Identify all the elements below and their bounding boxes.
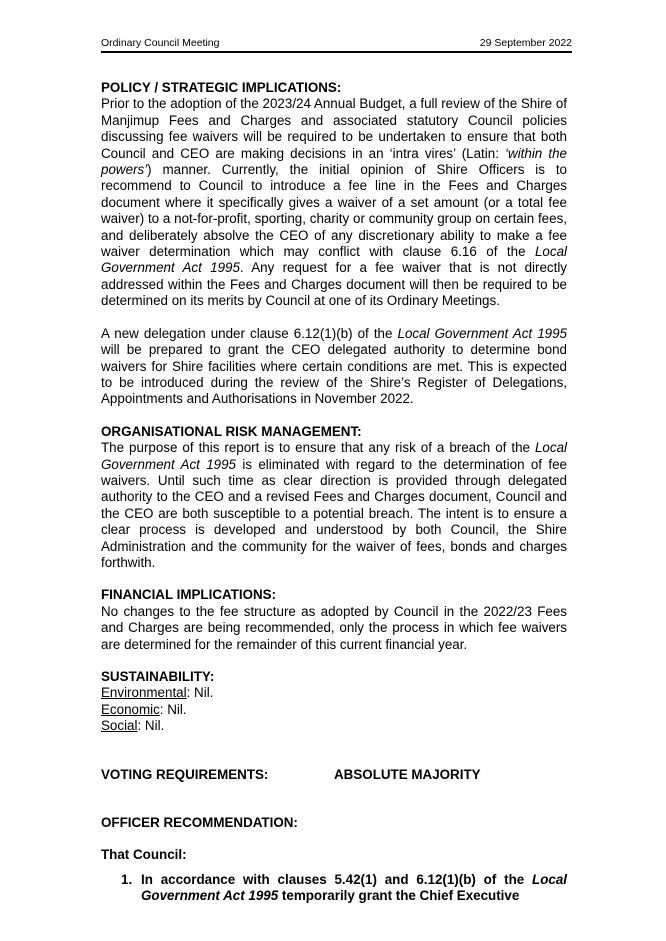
- policy-paragraph-1: Prior to the adoption of the 2023/24 Annual Budget, a full review of the Shire of Manjimup Fees and Charges and associated statutory Council policies discussing fee waivers will be required to be undertaken to ensure that both Council and CEO are making decisions in an ‘intra vires’ (Latin: ‘within the powers’) manner. Currently, the initial opinion of Shire Officers is to recommend to Council to introduce a fee line in the Fees and Charges document where it specifically gives a waiver of a set amount (or a total fee waiver) to a not-for-profit, sporting, charity or community group on certain fees, and deliberately absolve the CEO of any discretionary ability to make a fee waiver determination which may conflict with clause 6.16 of the Local Government Act 1995. Any request for a fee waiver that is not directly addressed within the Fees and Charges document will then be required to be determined on its merits by Council at one of its Ordinary Meetings.: [101, 96, 568, 309]
- voting-value: ABSOLUTE MAJORITY: [334, 766, 481, 782]
- recommendation-item-1: 1. In accordance with clauses 5.42(1) and 6.12(1)(b) of the Local Government Act 1995 temporarily grant the Chief Executive: [121, 871, 567, 904]
- risk-heading: ORGANISATIONAL RISK MANAGEMENT:: [101, 423, 362, 439]
- sustainability-heading: SUSTAINABILITY:: [101, 669, 215, 684]
- risk-paragraph: The purpose of this report is to ensure that any risk of a breach of the Local Government Act 1995 is eliminated with regard to the determination of fee waivers. Until such time as clear direction is provided through delegated authority to the CEO and a revised Fees and Charges document, Council and the CEO are both susceptible to a potential breach. The intent is to ensure a clear process is developed and understood by both Council, the Shire Administration and the community for the waiver of fees, bonds and charges forthwith.: [101, 440, 567, 570]
- policy-heading: POLICY / STRATEGIC IMPLICATIONS:: [101, 80, 342, 95]
- recommendation-heading: OFFICER RECOMMENDATION:: [101, 815, 298, 831]
- sustainability-item-economic: Economic: Nil.: [101, 701, 187, 717]
- voting-label: VOTING REQUIREMENTS:: [101, 766, 269, 782]
- sustainability-item-social: Social: Nil.: [101, 718, 165, 734]
- header-meeting-title: Ordinary Council Meeting: [101, 37, 220, 49]
- financial-section: [101, 587, 567, 653]
- page-header: [101, 37, 572, 53]
- sustainability-section: [101, 669, 567, 735]
- risk-section: [101, 424, 567, 572]
- document-body: [101, 80, 567, 905]
- sustainability-item-environmental: Environmental: Nil.: [101, 685, 214, 701]
- header-date: 29 September 2022: [479, 37, 572, 49]
- policy-paragraph-2: A new delegation under clause 6.12(1)(b) of the Local Government Act 1995 will be prepared to grant the CEO delegated authority to determine bond waivers for Shire facilities where certain conditions are met. This is expected to be introduced during the review of the Shire’s Register of Delegations, Appointments and Authorisations in November 2022.: [101, 325, 567, 407]
- financial-heading: FINANCIAL IMPLICATIONS:: [101, 587, 277, 603]
- policy-section: [101, 80, 567, 408]
- recommendation-intro: That Council:: [101, 847, 187, 863]
- voting-requirements: [101, 767, 567, 783]
- financial-paragraph: No changes to the fee structure as adopted by Council in the 2022/23 Fees and Charges are being recommended, only the process in which fee waivers are determined for the remainder of this current financial year.: [101, 603, 567, 652]
